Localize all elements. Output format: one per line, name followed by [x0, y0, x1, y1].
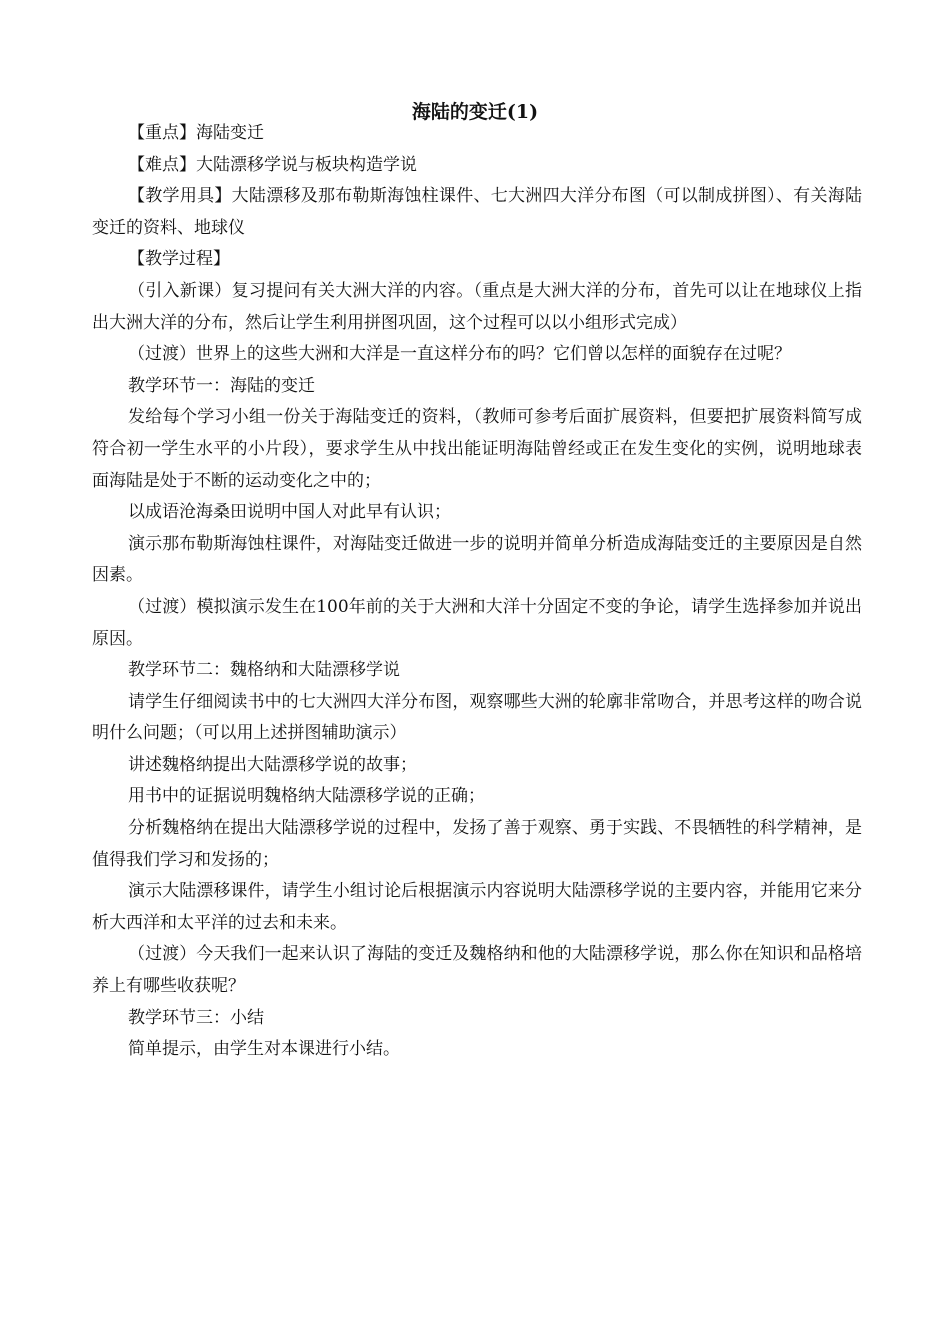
paragraph-section-3-heading: 教学环节三：小结	[128, 1007, 264, 1028]
paragraph-teaching-tools: 【教学用具】大陆漂移及那布勒斯海蚀柱课件、七大洲四大洋分布图（可以制成拼图）、有关海陆变迁的资料、地球仪	[92, 186, 862, 238]
paragraph-drift-demo: 演示大陆漂移课件，请学生小组讨论后根据演示内容说明大陆漂移学说的主要内容，并能用它来分析大西洋和太平洋的过去和未来。	[92, 881, 862, 933]
paragraph-key-point: 【重点】海陆变迁	[128, 123, 264, 143]
paragraph-difficult-point: 【难点】大陆漂移学说与板块构造学说	[128, 154, 417, 175]
paragraph-sea-pillar-demo: 演示那布勒斯海蚀柱课件，对海陆变迁做进一步的说明并简单分析造成海陆变迁的主要原因是自然因素。	[92, 533, 862, 586]
paragraph-introduction: （引入新课）复习提问有关大洲大洋的内容。（重点是大洲大洋的分布，首先可以让在地球仪上指出大洲大洋的分布，然后让学生利用拼图巩固，这个过程可以以小组形式完成）	[92, 280, 862, 333]
paragraph-evidence: 用书中的证据说明魏格纳大陆漂移学说的正确；	[128, 786, 485, 807]
paragraph-wegener-story: 讲述魏格纳提出大陆漂移学说的故事；	[128, 754, 417, 775]
paragraph-idiom: 以成语沧海桑田说明中国人对此早有认识；	[128, 502, 451, 523]
paragraph-summary: 简单提示，由学生对本课进行小结。	[128, 1039, 400, 1060]
paragraph-map-reading: 请学生仔细阅读书中的七大洲四大洋分布图，观察哪些大洲的轮廓非常吻合，并思考这样的吻合说明什么问题；（可以用上述拼图辅助演示）	[92, 691, 862, 744]
paragraph-transition-1: （过渡）世界上的这些大洲和大洋是一直这样分布的吗？它们曾以怎样的面貌存在过呢？	[128, 344, 791, 365]
paragraph-scientific-spirit: 分析魏格纳在提出大陆漂移学说的过程中，发扬了善于观察、勇于实践、不畏牺牲的科学精神，是值得我们学习和发扬的；	[92, 818, 862, 870]
document-body	[92, 118, 862, 1066]
paragraph-materials: 发给每个学习小组一份关于海陆变迁的资料，（教师可参考后面扩展资料，但要把扩展资料简写成符合初一学生水平的小片段），要求学生从中找出能证明海陆曾经或正在发生变化的实例，说明地球表面海陆是处于不断的运动变化之中的；	[92, 407, 862, 491]
paragraph-transition-3: （过渡）今天我们一起来认识了海陆的变迁及魏格纳和他的大陆漂移学说，那么你在知识和品格培养上有哪些收获呢？	[92, 944, 862, 997]
paragraph-section-1-heading: 教学环节一：海陆的变迁	[128, 375, 315, 396]
paragraph-teaching-process-heading: 【教学过程】	[128, 249, 230, 270]
paragraph-transition-2: （过渡）模拟演示发生在100年前的关于大洲和大洋十分固定不变的争论，请学生选择参加并说出原因。	[92, 596, 862, 649]
page-title: 海陆的变迁(1)	[411, 101, 539, 123]
paragraph-section-2-heading: 教学环节二：魏格纳和大陆漂移学说	[128, 660, 400, 681]
